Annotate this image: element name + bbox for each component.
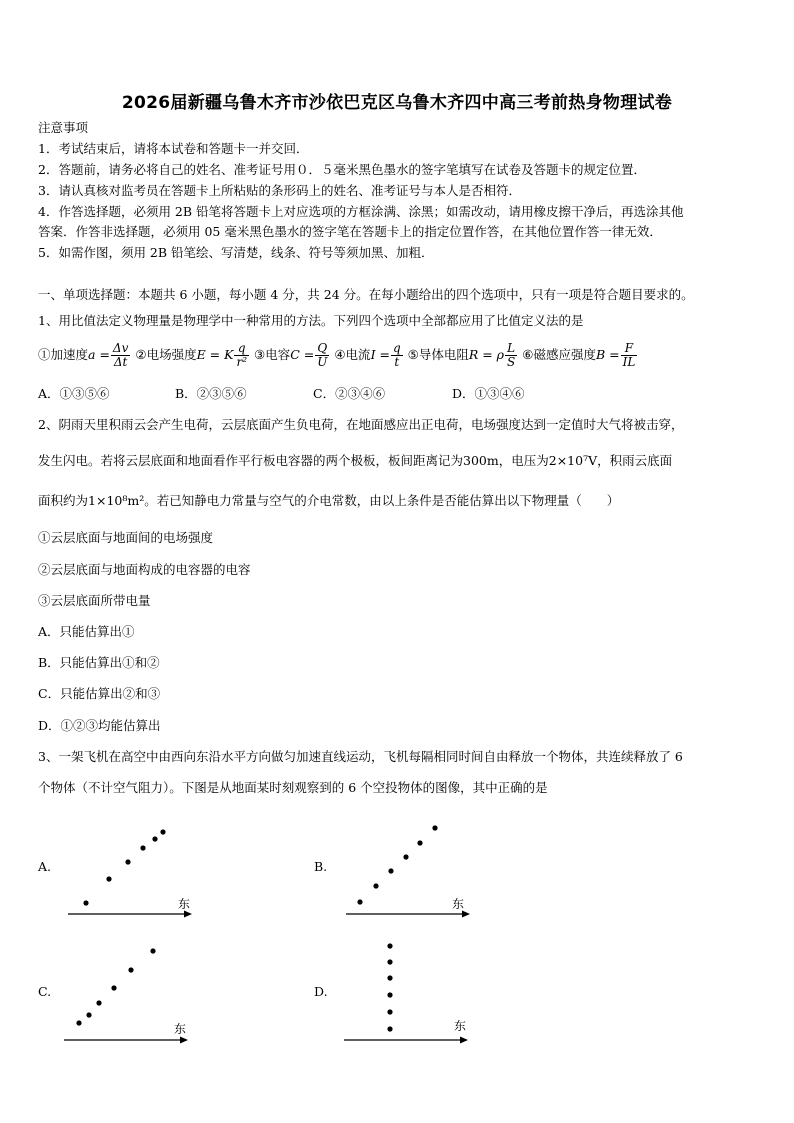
q2-item-3: ③云层底面所带电量	[38, 593, 151, 608]
q2-item-2: ②云层底面与地面构成的电容器的电容	[38, 562, 251, 577]
dot	[76, 1020, 81, 1025]
q3-figure-b-label: B.	[314, 859, 328, 874]
east-label: 东	[174, 1022, 187, 1036]
dot	[373, 883, 378, 888]
q2-line-1: 2、阴雨天里积雨云会产生电荷，云层底面产生负电荷，在地面感应出正电荷，电场强度达到一定值时大气将被击穿，	[38, 417, 684, 432]
q2-option-b: B．只能估算出①和②	[38, 655, 160, 670]
notice-item-1: 1．考试结束后，请将本试卷和答题卡一并交回．	[38, 141, 309, 156]
q1-f5: ⑤导体电阻R = ρ $\frac{L}{S}$	[407, 341, 516, 369]
dot	[111, 985, 116, 990]
dot	[387, 959, 392, 964]
q1-option-c: C．②③④⑥	[313, 386, 386, 401]
dot	[160, 829, 165, 834]
dot	[357, 899, 362, 904]
dot	[387, 975, 392, 980]
dot	[106, 876, 111, 881]
dot	[387, 992, 392, 997]
q1-f3: ③电容C = $\frac{Q}{U}$	[254, 341, 328, 369]
arrow-head	[460, 1037, 468, 1044]
east-label: 东	[454, 1019, 467, 1033]
q2-area: 1×10⁸m²	[88, 493, 145, 508]
q1-f4: ④电流I = $\frac{q}{t}$	[334, 341, 401, 369]
notice-item-2: 2．答题前，请务必将自己的姓名、准考证号用０．５毫米黑色墨水的签字笔填写在试卷及答题卡的规定位置．	[38, 162, 646, 177]
dot	[432, 825, 437, 830]
q3-line-1: 3、一架飞机在高空中由西向东沿水平方向做匀加速直线运动，飞机每隔相同时间自由释放一个物体，共连续释放了 6	[38, 749, 683, 764]
east-label: 东	[178, 897, 191, 911]
dot	[387, 1026, 392, 1031]
q2-line-3: 面积约为1×10⁸m²。若已知静电力常量与空气的介电常数，由以上条件是否能估算出以下物理量（ ）	[38, 493, 620, 508]
dot	[403, 854, 408, 859]
dot	[128, 967, 133, 972]
dot	[86, 1012, 91, 1017]
q1-f6: ⑥磁感应强度B = $\frac{F}{IL}$	[522, 341, 636, 369]
q1-f1: ①加速度a = $\frac{\Delta v}{\Delta t}$	[38, 341, 129, 369]
arrow-head	[184, 911, 192, 918]
q3-figure-d	[338, 940, 478, 1048]
q2-distance: 300m	[463, 453, 499, 468]
dot	[387, 1009, 392, 1014]
q1-option-b: B．②③⑤⑥	[175, 386, 247, 401]
dot	[140, 845, 145, 850]
q3-figure-c	[58, 944, 198, 1048]
q3-figure-a	[60, 822, 200, 922]
q2-item-1: ①云层底面与地面间的电场强度	[38, 530, 214, 545]
section-heading: 一、单项选择题：本题共 6 小题，每小题 4 分，共 24 分。在每小题给出的四个选项中，只有一项是符合题目要求的。	[38, 287, 694, 302]
q1-option-a: A．①③⑤⑥	[38, 386, 110, 401]
q2-line-2: 发生闪电。若将云层底面和地面看作平行板电容器的两个极板，板间距离记为300m，电压为2×10⁷V，积雨云底面	[38, 453, 673, 468]
q3-figure-a-label: A.	[38, 859, 52, 874]
paper-title: 2026届新疆乌鲁木齐市沙依巴克区乌鲁木齐四中高三考前热身物理试卷	[121, 93, 673, 113]
notice-item-3: 3．请认真核对监考员在答题卡上所粘贴的条形码上的姓名、准考证号与本人是否相符．	[38, 183, 521, 198]
notice-heading: 注意事项	[38, 120, 89, 135]
q1-option-d: D．①③④⑥	[452, 386, 525, 401]
q3-line-2: 个物体（不计空气阻力）。下图是从地面某时刻观察到的 6 个空投物体的图像，其中正确的是	[38, 780, 548, 795]
q2-option-a: A．只能估算出①	[38, 624, 135, 639]
dot	[152, 836, 157, 841]
q2-voltage: 2×10⁷V	[548, 453, 598, 468]
q1-formulas	[38, 337, 638, 373]
q2-option-c: C．只能估算出②和③	[38, 686, 161, 701]
q1-f2: ②电场强度E = K $\frac{q}{\text{r²}}$	[135, 341, 248, 369]
dot	[388, 868, 393, 873]
dot	[387, 943, 392, 948]
q1-stem: 1、用比值法定义物理量是物理学中一种常用的方法。下列四个选项中全部都应用了比值定义法的是	[38, 313, 584, 328]
dot	[125, 859, 130, 864]
q3-figure-c-label: C.	[38, 984, 52, 999]
dot	[83, 900, 88, 905]
q3-figure-d-label: D.	[314, 984, 328, 999]
notice-item-4: 4．作答选择题，必须用 2B 铅笔将答题卡上对应选项的方框涂满、涂黑；如需改动，请用橡皮擦干净后，再选涂其他	[38, 204, 684, 219]
dot	[417, 840, 422, 845]
dot	[96, 1000, 101, 1005]
arrow-head	[462, 911, 470, 918]
notice-item-4-cont: 答案．作答非选择题，必须用 05 毫米黑色墨水的签字笔在答题卡上的指定位置作答，在其他位置作答一律无效．	[38, 224, 662, 239]
q3-figure-b	[338, 822, 478, 922]
arrow-head	[180, 1037, 188, 1044]
dot	[150, 948, 155, 953]
q2-option-d: D．①②③均能估算出	[38, 718, 161, 733]
notice-item-5: 5．如需作图，须用 2B 铅笔绘、写清楚，线条、符号等须加黑、加粗．	[38, 245, 434, 260]
east-label: 东	[452, 897, 465, 911]
